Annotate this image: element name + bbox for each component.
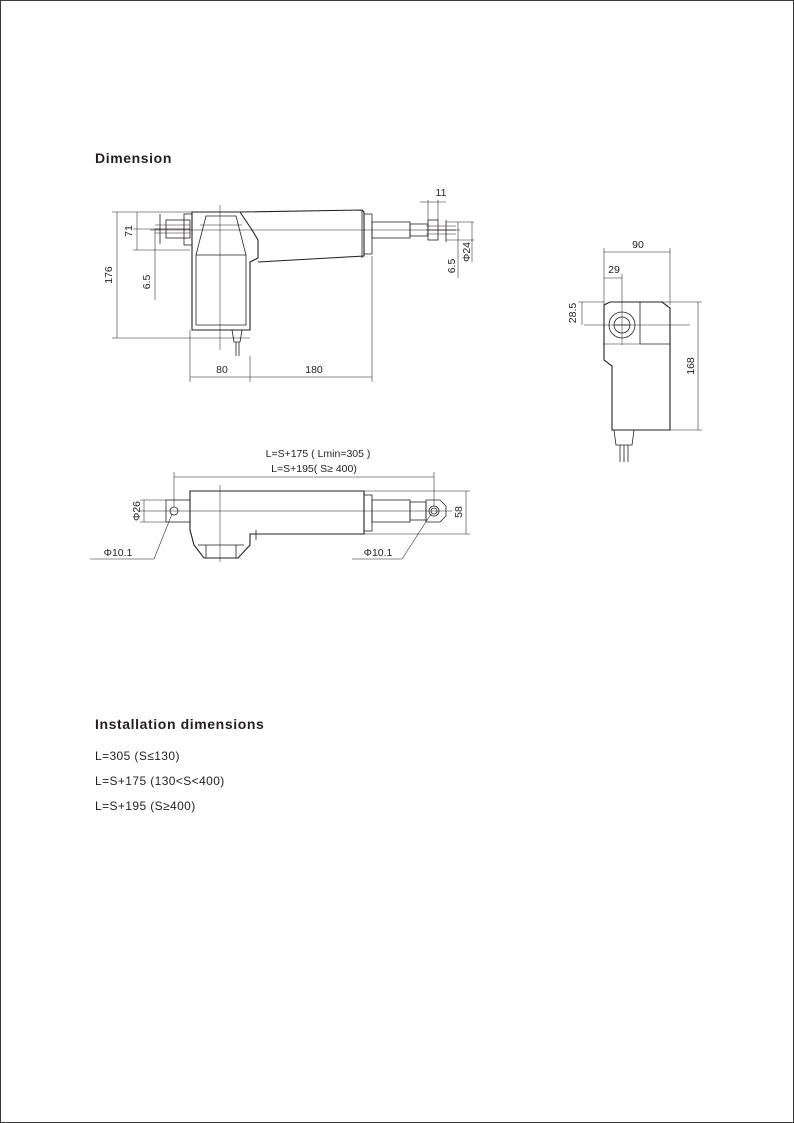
dim-upper-offset: 71 — [123, 225, 135, 237]
installation-heading: Installation dimensions — [95, 716, 265, 732]
dim-end-total-height: 168 — [685, 357, 697, 375]
dim-housing-length: 180 — [305, 364, 323, 376]
dim-length-formula-2: L=S+195( S≥ 400) — [271, 463, 357, 475]
dim-clevis-offset-right: 6.5 — [446, 258, 458, 274]
dim-base-width: 80 — [216, 364, 228, 376]
installation-line-1: L=305 (S≤130) — [95, 749, 180, 763]
dim-end-center-height: 28.5 — [567, 302, 579, 324]
installation-line-3: L=S+195 (S≥400) — [95, 799, 196, 813]
dim-body-diameter: Φ26 — [131, 500, 143, 522]
dim-length-formula-1: L=S+175 ( Lmin=305 ) — [265, 448, 371, 460]
dim-top-height: 58 — [453, 506, 465, 518]
dim-total-height: 176 — [103, 266, 115, 284]
side-view-drawing — [103, 187, 474, 382]
top-view-drawing — [90, 448, 470, 562]
end-view-drawing — [567, 239, 702, 462]
dim-slot-width: 11 — [435, 187, 447, 199]
dim-rear-hole: Φ10.1 — [103, 547, 133, 559]
installation-line-2: L=S+175 (130<S<400) — [95, 774, 225, 788]
dim-rod-diameter: Φ24 — [461, 241, 473, 263]
dim-end-width: 90 — [632, 239, 644, 251]
dimension-heading: Dimension — [95, 150, 172, 166]
dim-end-offset: 29 — [608, 264, 620, 276]
dim-clevis-offset-left: 6.5 — [141, 274, 153, 290]
dim-front-hole: Φ10.1 — [363, 547, 393, 559]
